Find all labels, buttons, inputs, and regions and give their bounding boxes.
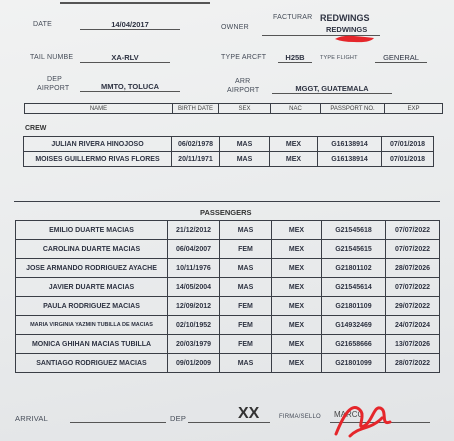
cell-nac: MEX [272,278,322,297]
passenger-row [16,335,440,354]
cell-birth: 02/10/1952 [168,316,220,335]
cell-exp: 24/07/2024 [386,316,440,335]
cell-name: MARIA VIRGINIA YAZMIN TUBILLA DE MACIAS [16,316,168,335]
cell-sex: MAS [220,259,272,278]
cell-nac: MEX [272,354,322,373]
col-name: NAME [25,104,173,114]
cell-nac: MEX [272,240,322,259]
cell-exp: 07/01/2018 [382,152,434,167]
passenger-row [16,354,440,373]
cell-exp: 13/07/2026 [386,335,440,354]
passenger-row [16,297,440,316]
cell-exp: 07/07/2022 [386,278,440,297]
cell-nac: MEX [272,297,322,316]
header-top-line [60,2,210,4]
tail-number-value: XA-RLV [80,53,170,63]
section-separator [14,201,440,202]
footer-dep-label: DEP [170,414,187,423]
cell-birth: 09/01/2009 [168,354,220,373]
cell-birth: 20/03/1979 [168,335,220,354]
cell-sex: FEM [220,240,272,259]
cell-birth: 20/11/1971 [172,152,220,167]
cell-exp: 28/07/2026 [386,259,440,278]
passenger-row [16,240,440,259]
cell-passport: G21545614 [322,278,386,297]
signature-text: MARCO [334,410,364,419]
cell-name: MOISES GUILLERMO RIVAS FLORES [24,152,172,167]
cell-sex: MAS [220,221,272,240]
passenger-row [16,259,440,278]
cell-exp: 07/01/2018 [382,137,434,152]
cell-exp: 29/07/2022 [386,297,440,316]
passengers-table [15,220,440,373]
cell-sex: FEM [220,335,272,354]
red-highlight-mark [332,32,377,44]
cell-passport: G21545618 [322,221,386,240]
cell-passport: G14932469 [322,316,386,335]
facturar-label: FACTURAR [273,14,313,21]
cell-passport: G21801099 [322,354,386,373]
cell-name: JOSE ARMANDO RODRIGUEZ AYACHE [16,259,168,278]
cell-nac: MEX [272,221,322,240]
cell-name: CAROLINA DUARTE MACIAS [16,240,168,259]
arrival-label: ARRIVAL [15,414,48,423]
col-passport: PASSPORT NO. [321,104,385,114]
cell-exp: 28/07/2022 [386,354,440,373]
cell-passport: G21658666 [322,335,386,354]
column-header-table [24,103,443,114]
cell-passport: G21545615 [322,240,386,259]
cell-birth: 21/12/2012 [168,221,220,240]
passengers-label: PASSENGERS [200,208,252,217]
col-birth-date: BIRTH DATE [173,104,219,114]
cell-nac: MEX [272,335,322,354]
type-aircraft-value: H25B [278,53,312,63]
cell-name: PAULA RODRIGUEZ MACIAS [16,297,168,316]
cell-name: JAVIER DUARTE MACIAS [16,278,168,297]
arr-label-1: ARR [235,78,251,85]
cell-name: JULIAN RIVERA HINOJOSO [24,137,172,152]
cell-exp: 07/07/2022 [386,221,440,240]
type-flight-value: GENERAL [375,53,427,63]
cell-name: EMILIO DUARTE MACIAS [16,221,168,240]
footer-xx: XX [238,405,260,422]
cell-sex: FEM [220,297,272,316]
cell-nac: MEX [272,259,322,278]
col-exp: EXP [385,104,443,114]
cell-birth: 06/04/2007 [168,240,220,259]
cell-nac: MEX [272,316,322,335]
cell-passport: G21801109 [322,297,386,316]
cell-sex: FEM [220,316,272,335]
cell-birth: 06/02/1978 [172,137,220,152]
arrival-line [70,422,166,423]
cell-birth: 14/05/2004 [168,278,220,297]
crew-row [24,137,434,152]
cell-nac: MEX [270,152,318,167]
crew-label: CREW [25,125,47,132]
cell-birth: 12/09/2012 [168,297,220,316]
arr-airport-value: MGGT, GUATEMALA [272,84,392,94]
cell-exp: 07/07/2022 [386,240,440,259]
passenger-row [16,221,440,240]
passenger-row [16,316,440,335]
cell-nac: MEX [270,137,318,152]
firma-label: FIRMA/SELLO [279,414,321,420]
arr-label-2: AIRPORT [227,87,260,94]
dep-label-1: DEP [47,76,62,83]
dep-airport-value: MMTO, TOLUCA [80,82,180,92]
date-value: 14/04/2017 [80,20,180,30]
type-flight-label: TYPE FLIGHT [320,55,358,61]
dep-label-2: AIRPORT [37,85,70,92]
cell-birth: 10/11/1976 [168,259,220,278]
cell-sex: MAS [220,152,270,167]
col-nac: NAC [271,104,321,114]
cell-sex: MAS [220,354,272,373]
crew-table [23,136,434,167]
owner-value: REDWINGS [326,25,368,34]
facturar-value: REDWINGS [320,13,370,23]
col-sex: SEX [219,104,271,114]
red-signature-scribble [330,396,400,440]
cell-passport: G16138914 [318,137,382,152]
cell-passport: G16138914 [318,152,382,167]
cell-name: SANTIAGO RODRIGUEZ MACIAS [16,354,168,373]
owner-label: OWNER [221,24,249,31]
cell-sex: MAS [220,137,270,152]
cell-passport: G21801102 [322,259,386,278]
cell-sex: MAS [220,278,272,297]
type-aircraft-label: TYPE ARCFT [221,54,267,61]
tail-number-label: TAIL NUMBE [30,54,74,61]
crew-row [24,152,434,167]
date-label: DATE [33,21,52,28]
cell-name: MONICA GHIHAN MACIAS TUBILLA [16,335,168,354]
passenger-row [16,278,440,297]
